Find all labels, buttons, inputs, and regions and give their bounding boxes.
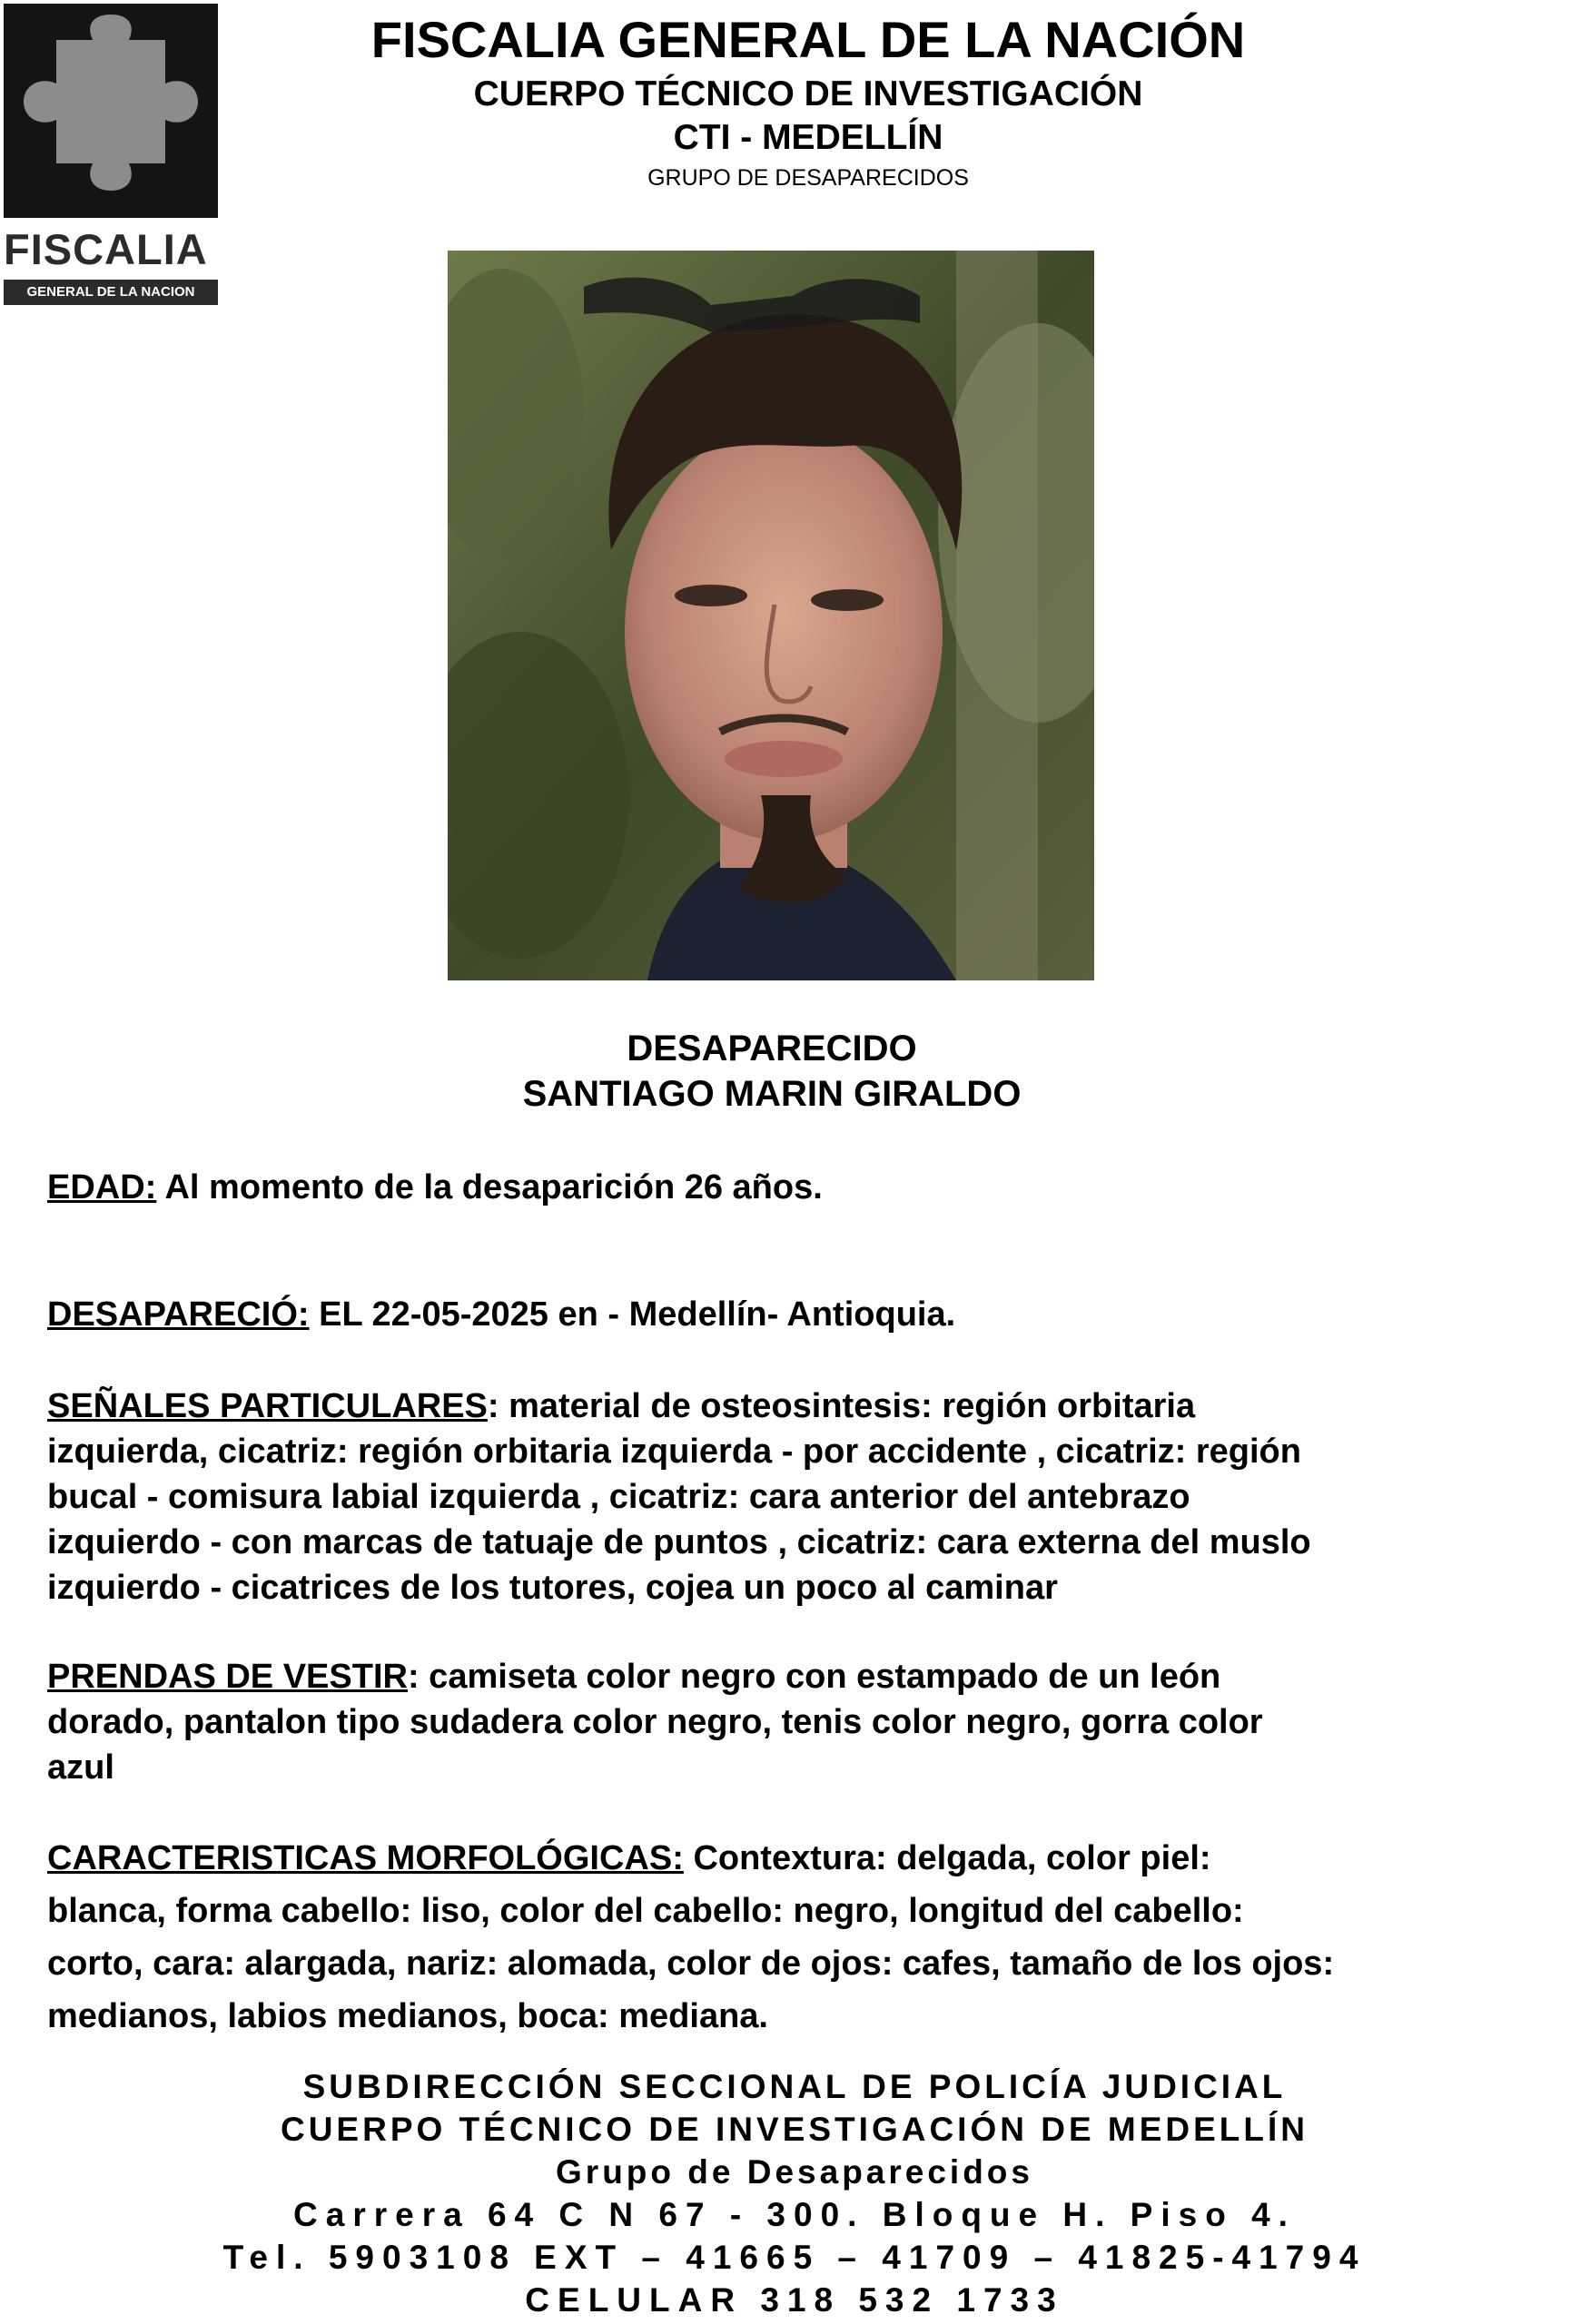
morph-word: ojos: — [810, 1945, 894, 1983]
morph-word: cafes, — [902, 1945, 1001, 1983]
morph-word: de — [1141, 1945, 1183, 1983]
desaparecio-label: DESAPARECIÓ: — [47, 1295, 310, 1334]
morph-word: cabello: — [1113, 1892, 1244, 1930]
senales-line-4: izquierdo - con marcas de tatuaje de puntos , cicatriz: cara externa del muslo — [47, 1523, 1311, 1561]
header-group: GRUPO DE DESAPARECIDOS — [647, 165, 969, 191]
morph-word: del — [593, 1892, 644, 1930]
morph-word: ojos: — [1251, 1945, 1335, 1983]
senales-line-2: izquierda, cicatriz: región orbitaria izquierda - por accidente , cicatriz: región — [47, 1433, 1301, 1471]
prendas-line-3: azul — [47, 1748, 114, 1787]
desaparecio-section — [47, 1292, 1500, 1337]
morph-word: corto, — [47, 1945, 143, 1983]
person-name: SANTIAGO MARIN GIRALDO — [522, 1074, 1022, 1114]
morph-word: color — [1045, 1839, 1131, 1877]
edad-section — [47, 1165, 1500, 1210]
logo-wordmark: FISCALIA — [4, 225, 208, 273]
footer-address: Carrera 64 C N 67 - 300. Bloque H. Piso 4. — [293, 2196, 1296, 2233]
morfologicas-line-4: medianos, labios medianos, boca: mediana. — [47, 1997, 768, 2035]
header-subtitle: CUERPO TÉCNICO DE INVESTIGACIÓN — [473, 74, 1143, 113]
missing-person-photo — [448, 251, 1094, 980]
edad-label: EDAD: — [47, 1168, 157, 1206]
senales-line-3: bucal - comisura labial izquierda , cicatriz: cara anterior del antebrazo — [47, 1478, 1190, 1516]
senales-line-1: : material de osteosintesis: región orbitaria — [487, 1387, 1196, 1425]
morph-word: cabello: — [653, 1892, 784, 1930]
edad-text: Al momento de la desaparición 26 años. — [156, 1168, 823, 1206]
morph-word: alargada, — [244, 1945, 397, 1983]
footer-phone: Tel. 5903108 EXT – 41665 – 41709 – 41825-41794 — [222, 2239, 1367, 2276]
fiscalia-logo — [4, 4, 218, 305]
morph-word: negro, — [793, 1892, 899, 1930]
morfologicas-section — [47, 1832, 1500, 2043]
prendas-line-2: dorado, pantalon tipo sudadera color negro, tenis color negro, gorra color — [47, 1703, 1263, 1741]
desaparecio-text: EL 22-05-2025 en - Medellín- Antioquia. — [309, 1295, 956, 1334]
morph-word: cara: — [153, 1945, 235, 1983]
status-heading: DESAPARECIDO — [627, 1029, 917, 1068]
morph-word: los — [1191, 1945, 1242, 1983]
morph-word: color — [667, 1945, 752, 1983]
logo-subtitle: GENERAL DE LA NACION — [4, 280, 218, 305]
morph-word: cabello: — [281, 1892, 412, 1930]
footer-mobile: CELULAR 318 532 1733 — [525, 2281, 1064, 2319]
header-unit: CTI - MEDELLÍN — [673, 118, 943, 157]
senales-label: SEÑALES PARTICULARES — [47, 1387, 488, 1425]
morfologicas-line-1 — [47, 1832, 1496, 1885]
morph-word: color — [499, 1892, 585, 1930]
morph-word: piel: — [1140, 1839, 1211, 1877]
morph-word: delgada, — [896, 1839, 1037, 1877]
footer-cti: CUERPO TÉCNICO DE INVESTIGACIÓN DE MEDELLÍN — [280, 2111, 1309, 2148]
header-title: FISCALIA GENERAL DE LA NACIÓN — [370, 11, 1246, 68]
morph-word: blanca, — [47, 1892, 166, 1930]
morph-word: de — [760, 1945, 802, 1983]
morfologicas-line-2 — [47, 1885, 1496, 1937]
morph-word: Contextura: — [693, 1839, 887, 1877]
footer-group: Grupo de Desaparecidos — [556, 2153, 1033, 2191]
morph-word: nariz: — [405, 1945, 499, 1983]
morph-word: tamaño — [1010, 1945, 1133, 1983]
prendas-section — [47, 1654, 1500, 1790]
morfologicas-line-3 — [47, 1937, 1496, 1990]
morph-word: longitud — [908, 1892, 1045, 1930]
morph-word: alomada, — [507, 1945, 657, 1983]
puzzle-piece-icon — [4, 4, 218, 218]
prendas-label: PRENDAS DE VESTIR — [47, 1658, 408, 1696]
prendas-line-1: : camiseta color negro con estampado de un león — [407, 1658, 1221, 1696]
footer-subdireccion: SUBDIRECCIÓN SECCIONAL DE POLICÍA JUDICIAL — [302, 2068, 1287, 2105]
senales-section — [47, 1384, 1500, 1610]
morph-word: del — [1053, 1892, 1104, 1930]
senales-line-5: izquierdo - cicatrices de los tutores, cojea un poco al caminar — [47, 1569, 1058, 1607]
morph-word: liso, — [420, 1892, 490, 1930]
morph-word: forma — [175, 1892, 272, 1930]
morfologicas-label: CARACTERISTICAS MORFOLÓGICAS: — [47, 1839, 684, 1877]
